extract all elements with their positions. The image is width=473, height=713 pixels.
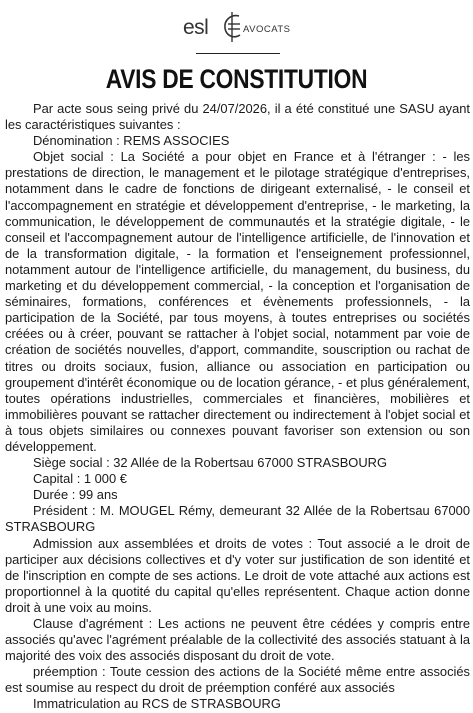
notice-title: AVIS DE CONSTITUTION: [105, 64, 368, 94]
paragraph-admission: Admission aux assemblées et droits de votes : Tout associé a le droit de participer aux décisions collectives et d'y voter sur justification de son identité et de l'inscription en compte de ses actions. Le droit de vote attaché aux actions est proportionnel à la quotité du capital qu'elles représentent. Chaque action donne droit à une voix au moins.: [5, 535, 470, 615]
paragraph-objet-social: Objet social : La Société a pour objet en France et à l'étranger : - les prestations de direction, le management et le pilotage stratégique d'entreprises, notamment dans le cadre de fonctions de dirigeant externalisé, - le conseil et l'accompagnement en stratégie et développement d'entreprise, - le marketing, la communication, le développement de communautés et la stratégie digitale, - le conseil et l'accompagnement autour de l'intelligence artificielle, de l'innovation et de la transformation digitale, - la formation et l'enseignement professionnel, notamment autour de l'intelligence artificielle, du management, du business, du marketing et du développement commercial, - la conception et l'organisation de séminaires, formations, conférences et évènements professionnels, - la participation de la Société, par tous moyens, à toutes entreprises ou sociétés créées ou à créer, pouvant se rattacher à l'objet social, notamment par voie de création de sociétés nouvelles, d'apport, commandite, souscription ou rachat de titres ou droits sociaux, fusion, alliance ou association en participation ou groupement d'intérêt économique ou de location gérance, - et plus généralement, toutes opérations industrielles, commerciales et financières, mobilières et immobilières pouvant se rattacher directement ou indirectement à l'objet social et à tous objets similaires ou connexes pouvant favoriser son extension ou son développement.: [5, 149, 470, 454]
esl-avocats-logo: [183, 10, 303, 46]
paragraph-president: Président : M. MOUGEL Rémy, demeurant 32 Allée de la Robertsau 67000 STRASBOURG: [5, 503, 470, 535]
paragraph-denomination: Dénomination : REMS ASSOCIES: [33, 133, 230, 149]
paragraph-duree: Durée : 99 ans: [33, 487, 118, 503]
paragraph-siege-social: Siège social : 32 Allée de la Robertsau 67000 STRASBOURG: [33, 455, 387, 471]
paragraph-agrement: Clause d'agrément : Les actions ne peuvent être cédées y compris entre associés qu'avec l'agrément préalable de la collectivité des associés statuant à la majorité des voix des associés disposant du droit de vote.: [5, 616, 470, 664]
paragraph-preemption: préemption : Toute cession des actions de la Société même entre associés est soumise au respect du droit de préemption conféré aux associés: [5, 664, 470, 696]
paragraph-intro: Par acte sous seing privé du 24/07/2026, il a été constitué une SASU ayant les caractéristiques suivantes :: [5, 101, 470, 133]
paragraph-capital: Capital : 1 000 €: [33, 471, 127, 487]
title-divider: [196, 53, 280, 54]
logo-mark-icon: [219, 10, 245, 44]
logo-avocats-text: AVOCATS: [243, 24, 291, 35]
notice-body: [5, 101, 470, 713]
paragraph-immatriculation: Immatriculation au RCS de STRASBOURG: [33, 696, 281, 712]
logo-esl-text: esl: [183, 16, 209, 39]
